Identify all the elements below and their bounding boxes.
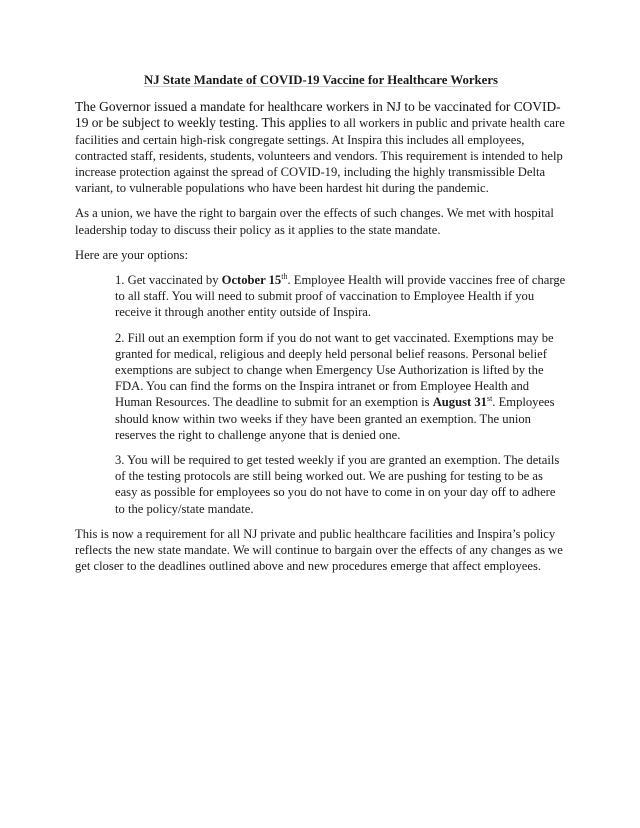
intro-rest: all workers in public and private health care facilities and certain high-risk congregate settings. At Inspira this includes all employees, contracted staff, residents, students, volunteers and vendors. This requirement is intended to help increase protection against the spread of COVID-19, including the highly transmissible Delta variant, to vulnerable populations who have been hardest hit during the pandemic.: [75, 116, 565, 196]
intro-lead: The Governor issued a mandate for healthcare workers in NJ to be vaccinated for COVID-19 or be subject to weekly testing. This applies to: [75, 99, 561, 131]
option-2-deadline-suffix: st: [486, 394, 493, 404]
union-paragraph: As a union, we have the right to bargain over the effects of such changes. We met with hospital leadership today to discuss their policy as it applies to the state mandate.: [75, 206, 554, 237]
option-2-before: 2. Fill out an exemption form if you do not want to get vaccinated. Exemptions may be granted for medical, religious and deeply held personal belief reasons. Personal belief exemptions are subject to change when Emergency Use Authorization is lifted by the FDA. You can find the forms on the Inspira intranet or from Employee Health and Human Resources. The deadline to submit for an exemption is: [115, 330, 554, 410]
option-1: [115, 272, 567, 321]
intro-paragraph: [75, 99, 567, 196]
option-1-deadline: October 15: [221, 273, 282, 288]
option-2-after: . Employees should know within two weeks if they have been granted an exemption. The union reserves the right to challenge anyone that is denied one.: [115, 395, 555, 442]
closing-paragraph: This is now a requirement for all NJ private and public healthcare facilities and Inspira’s policy reflects the new state mandate. We will continue to bargain over the effects of any changes as we get closer to the deadlines outlined above and new procedures emerge that affect employees.: [75, 526, 563, 574]
option-1-after: . Employee Health will provide vaccines free of charge to all staff. You will need to submit proof of vaccination to Employee Health if you receive it through another entity outside of Inspira.: [115, 273, 566, 320]
option-2-deadline: August 31: [432, 395, 487, 410]
document-title: NJ State Mandate of COVID-19 Vaccine for Healthcare Workers: [143, 73, 498, 87]
option-3: 3. You will be required to get tested weekly if you are granted an exemption. The details of the testing protocols are still being worked out. We are pushing for testing to be as easy as possible for employees so you do not have to come in on your day off to adhere to the policy/state mandate.: [115, 453, 560, 516]
options-heading: Here are your options:: [75, 247, 188, 262]
option-2: [115, 330, 567, 443]
option-1-deadline-suffix: th: [281, 271, 288, 281]
document-body: [75, 72, 567, 583]
option-1-before: 1. Get vaccinated by: [115, 273, 222, 288]
